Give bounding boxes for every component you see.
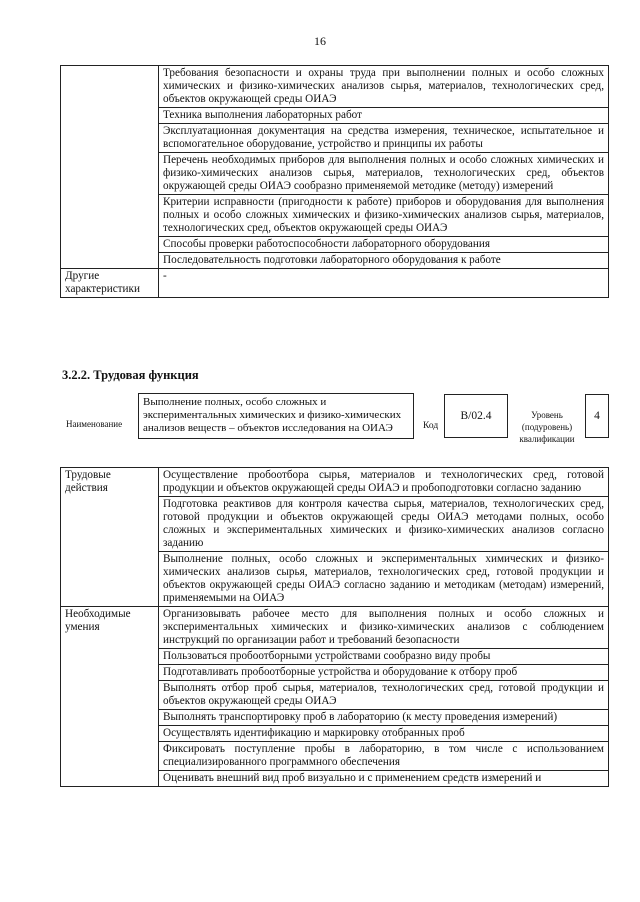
- function-name-box: Выполнение полных, особо сложных и экспериментальных химических и физико-химических анализов веществ – объектов исследования на ОИАЭ: [138, 393, 414, 439]
- qualification-level-box: 4: [585, 394, 609, 438]
- code-value-box: B/02.4: [444, 394, 508, 438]
- empty-label-cell: [61, 66, 159, 269]
- name-label: Наименование: [66, 419, 123, 429]
- table-cell: Организовывать рабочее место для выполнения полных и особо сложных и экспериментальных химических и физико-химических анализов с соблюдением инструкций по организации работ и требований безопасности: [159, 607, 609, 649]
- table-cell: Подготавливать пробоотборные устройства и оборудование к отбору проб: [159, 665, 609, 681]
- table-cell: Пользоваться пробоотборными устройствами сообразно виду пробы: [159, 649, 609, 665]
- table-cell: Способы проверки работоспособности лабораторного оборудования: [159, 237, 609, 253]
- table-cell: Выполнять отбор проб сырья, материалов, технологических сред, готовой продукции и объектов окружающей среды ОИАЭ: [159, 681, 609, 710]
- code-label: Код: [423, 421, 439, 431]
- table-row: [61, 269, 609, 298]
- table-cell: Эксплуатационная документация на средства измерения, техническое, испытательное и вспомогательное оборудование, устройство и принципы их работы: [159, 124, 609, 153]
- table-row: [61, 607, 609, 649]
- table-row: [61, 66, 609, 108]
- table-cell: Подготовка реактивов для контроля качества сырья, материалов, технологических сред, готовой продукции и объектов окружающей среды ОИАЭ методами полных, особо сложных и экспериментальных химических и физико-химических анализов согласно заданию: [159, 497, 609, 552]
- table-cell: Перечень необходимых приборов для выполнения полных и особо сложных химических и физико-химических анализов сырья, материалов, технологических сред, объектов окружающей среды ОИАЭ сообразно применяемой методике (методу) измерений: [159, 153, 609, 195]
- qualification-level-label: Уровень (подуровень) квалификации: [519, 410, 575, 444]
- table-cell: Техника выполнения лабораторных работ: [159, 108, 609, 124]
- other-characteristics-label: Другие характеристики: [61, 269, 159, 298]
- table-cell: Фиксировать поступление пробы в лабораторию, в том числе с использованием специализированного программного обеспечения: [159, 742, 609, 771]
- table-row: [61, 468, 609, 497]
- other-characteristics-value: -: [159, 269, 609, 298]
- required-skills-label: Необходимые умения: [61, 607, 159, 787]
- table-cell: Выполнять транспортировку проб в лабораторию (к месту проведения измерений): [159, 710, 609, 726]
- section-title: 3.2.2. Трудовая функция: [62, 368, 199, 382]
- labor-actions-label: Трудовые действия: [61, 468, 159, 607]
- table-cell: Оценивать внешний вид проб визуально и с применением средств измерений и: [159, 771, 609, 787]
- table-cell: Осуществление пробоотбора сырья, материалов и технологических сред, готовой продукции и объектов окружающей среды ОИАЭ и пробоподготовки согласно заданию: [159, 468, 609, 497]
- table-cell: Требования безопасности и охраны труда при выполнении полных и особо сложных химических и физико-химических анализов сырья, материалов, технологических сред, объектов окружающей среды ОИАЭ: [159, 66, 609, 108]
- page-number: 16: [314, 34, 326, 48]
- table-cell: Последовательность подготовки лабораторного оборудования к работе: [159, 253, 609, 269]
- table-cell: Выполнение полных, особо сложных и экспериментальных химических и физико-химических анализов сырья, материалов, технологических сред, готовой продукции и объектов окружающей среды ОИАЭ согласно заданию и методикам (методам) измерений, применяемыми на ОИАЭ: [159, 552, 609, 607]
- knowledge-table: [60, 65, 609, 298]
- function-table: [60, 467, 609, 787]
- table-cell: Осуществлять идентификацию и маркировку отобранных проб: [159, 726, 609, 742]
- table-cell: Критерии исправности (пригодности к работе) приборов и оборудования для выполнения полных и особо сложных химических и физико-химических анализов сырья, материалов, технологических сред, объектов окружающей среды ОИАЭ: [159, 195, 609, 237]
